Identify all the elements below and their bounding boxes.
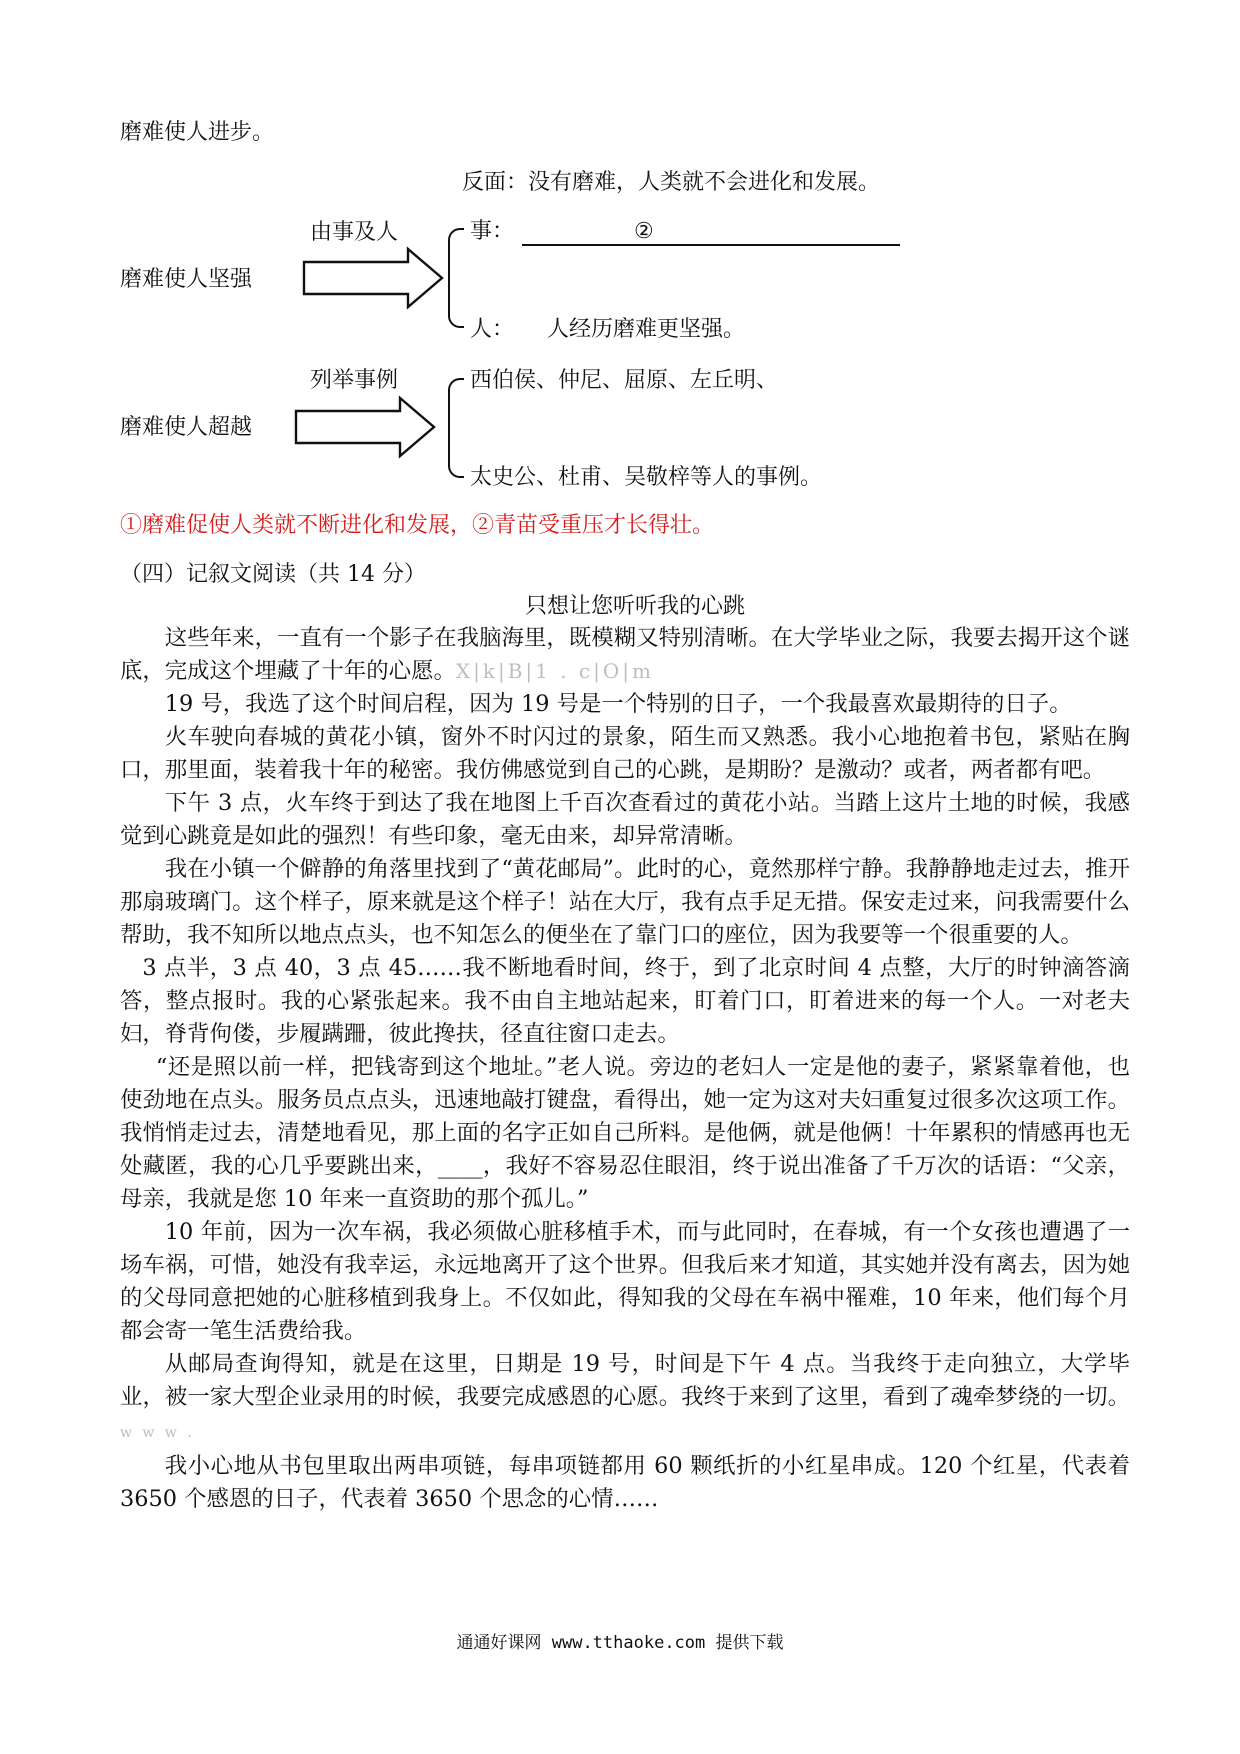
row1-blank-line — [522, 244, 900, 246]
paragraph-9 — [120, 1348, 1130, 1450]
paragraph-2: 19 号，我选了这个时间启程，因为 19 号是一个特别的日子，一个我最喜欢最期待的日子。 — [164, 691, 1072, 717]
paragraph-8: 10 年前，因为一次车祸，我必须做心脏移植手术，而与此同时，在春城，有一个女孩也遭遇了一场车祸，可惜，她没有我幸运，永远地离开了这个世界。但我后来才知道，其实她并没有离去，因为她的父母同意把她的心脏移植到我身上。不仅如此，得知我的父母在车祸中罹难，10 年来，他们每个月都会寄一笔生活费给我。 — [120, 1219, 1130, 1344]
row2-brace — [448, 378, 464, 478]
article-body — [120, 622, 1130, 1516]
paragraph-9-text: 从邮局查询得知，就是在这里，日期是 19 号，时间是下午 4 点。当我终于走向独立，大学毕业，被一家大型企业录用的时候，我要完成感恩的心愿。我终于来到了这里，看到了魂牵梦绕的一切。 — [120, 1351, 1130, 1410]
row2-item2: 太史公、杜甫、吴敬梓等人的事例。 — [470, 465, 823, 490]
row1-item1 — [470, 217, 514, 247]
section-heading: （四）记叙文阅读（共 14 分） — [120, 562, 426, 587]
paragraph-1-text: 这些年来，一直有一个影子在我脑海里，既模糊又特别清晰。在大学毕业之际，我要去揭开这个谜底，完成这个埋藏了十年的心愿。 — [120, 625, 1130, 684]
paragraph-7-tail: ，我好不容易忍住眼泪，终于说出准备了千万次的话语：“父亲，母亲，我就是您 10 年来一直资助的那个孤儿。” — [120, 1153, 1131, 1212]
row1-item2-text: 人经历磨难更坚强。 — [547, 317, 746, 342]
row1-brace — [448, 228, 464, 328]
answer-text: ①磨难促使人类就不断进化和发展，②青苗受重压才长得壮。 — [120, 513, 715, 538]
paragraph-1 — [120, 622, 1130, 688]
page-footer: 通通好课网 www.tthaoke.com 提供下载 — [456, 1633, 784, 1653]
paragraph-7-blank: ____ — [437, 1153, 483, 1179]
watermark-2: w w w . — [120, 1425, 195, 1441]
paragraph-4: 下午 3 点，火车终于到达了我在地图上千百次查看过的黄花小站。当踏上这片土地的时候，我感觉到心跳竟是如此的强烈！有些印象，毫无由来，却异常清晰。 — [120, 790, 1130, 849]
row1-arrow-label: 由事及人 — [310, 220, 399, 245]
diagram-top-line: 磨难使人进步。 — [120, 120, 275, 145]
watermark-1: X|k|B|1 . c|O|m — [455, 659, 654, 683]
row2-item1: 西伯侯、仲尼、屈原、左丘明、 — [470, 368, 779, 393]
row1-item1-prefix: 事： — [470, 219, 515, 244]
row1-arrow — [300, 245, 448, 311]
row1-item2-prefix: 人： — [470, 317, 515, 342]
article-title: 只想让您听听我的心跳 — [525, 594, 746, 619]
row2-label: 磨难使人超越 — [120, 415, 253, 440]
row2-arrow — [292, 394, 440, 460]
paragraph-6: 3 点半，3 点 40，3 点 45……我不断地看时间，终于，到了北京时间 4 点整，大厅的时钟滴答滴答，整点报时。我的心紧张起来。我不由自主地站起来，盯着门口，盯着进来的每一个人。一对老夫妇，脊背佝偻，步履蹒跚，彼此搀扶，径直往窗口走去。 — [120, 955, 1130, 1047]
paragraph-5: 我在小镇一个僻静的角落里找到了“黄花邮局”。此时的心，竟然那样宁静。我静静地走过去，推开那扇玻璃门。这个样子，原来就是这个样子！站在大厅，我有点手足无措。保安走过来，问我需要什么帮助，我不知所以地点点头，也不知怎么的便坐在了靠门口的座位，因为我要等一个很重要的人。 — [120, 856, 1130, 948]
reverse-statement: 反面：没有磨难，人类就不会进化和发展。 — [462, 170, 881, 195]
paragraph-7 — [120, 1051, 1130, 1216]
row2-arrow-label: 列举事例 — [310, 368, 399, 393]
paragraph-10: 我小心地从书包里取出两串项链，每串项链都用 60 颗纸折的小红星串成。120 个红星，代表着 3650 个感恩的日子，代表着 3650 个思念的心情…… — [120, 1453, 1130, 1512]
row1-label: 磨难使人坚强 — [120, 267, 253, 292]
paragraph-3: 火车驶向春城的黄花小镇，窗外不时闪过的景象，陌生而又熟悉。我小心地抱着书包，紧贴在胸口，那里面，装着我十年的秘密。我仿佛感觉到自己的心跳，是期盼？是激动？或者，两者都有吧。 — [120, 724, 1130, 783]
paragraph-7-text: “还是照以前一样，把钱寄到这个地址。”老人说。旁边的老妇人一定是他的妻子，紧紧靠着他，也使劲地在点头。服务员点点头，迅速地敲打键盘，看得出，她一定为这对夫妇重复过很多次这项工作。我悄悄走过去，清楚地看见，那上面的名字正如自己所料。是他俩，就是他俩！十年累积的情感再也无处藏匿，我的心几乎要跳出来， — [120, 1054, 1130, 1179]
row1-blank-mark: ② — [634, 219, 654, 244]
